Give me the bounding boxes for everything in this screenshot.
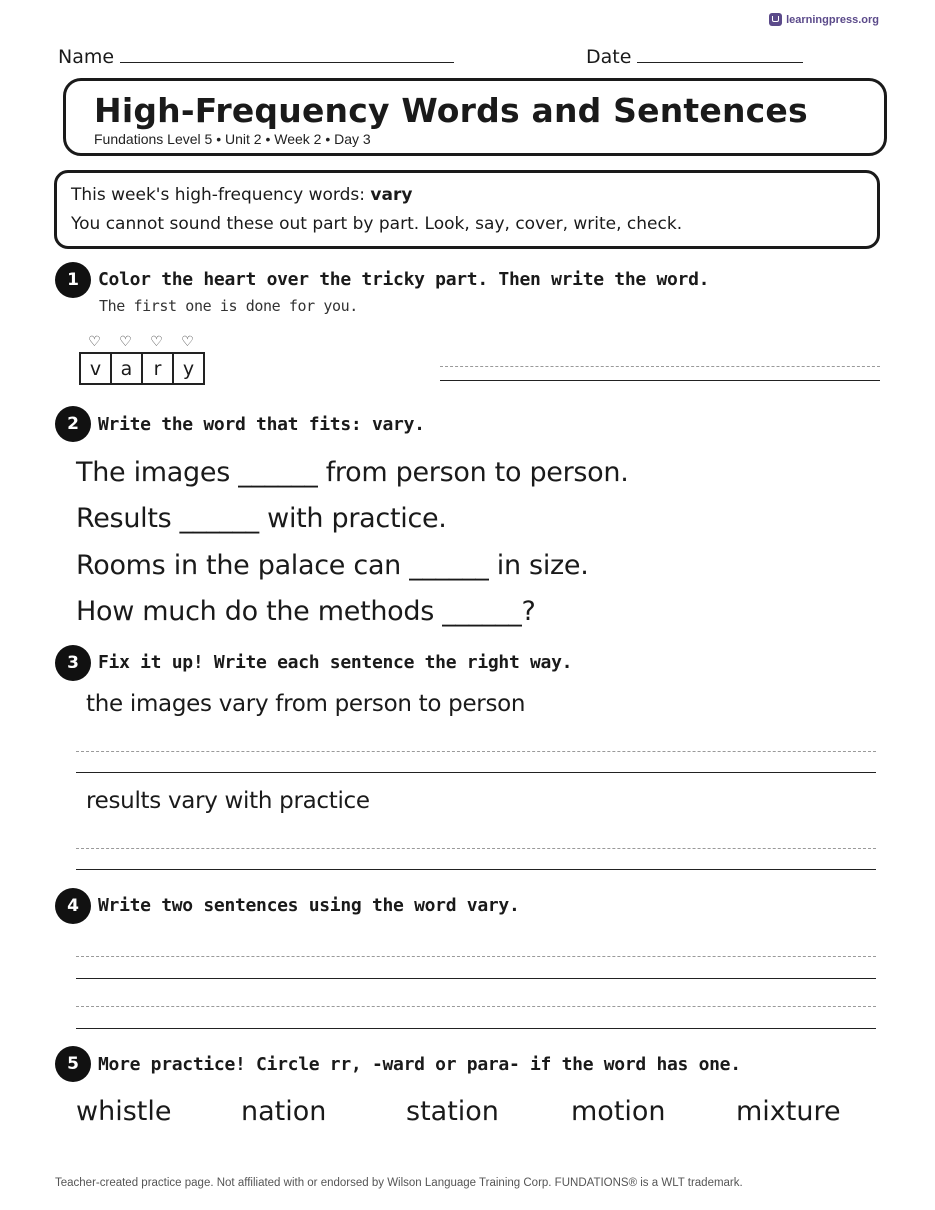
- fix-sentence: results vary with practice: [86, 788, 370, 814]
- date-line[interactable]: [637, 46, 803, 63]
- heart-outline-icon[interactable]: ♡: [181, 334, 194, 350]
- writing-guide-dashed: [76, 848, 876, 849]
- writing-guide-dashed: [76, 751, 876, 752]
- writing-guide-dashed: [76, 956, 876, 957]
- name-line[interactable]: [120, 46, 454, 63]
- fix-sentence: the images vary from person to person: [86, 691, 526, 717]
- heart-outline-icon[interactable]: ♡: [119, 334, 132, 350]
- date-label: Date: [586, 46, 632, 68]
- words-line: [71, 185, 412, 205]
- page-subtitle: Fundations Level 5 • Unit 2 • Week 2 • Day 3: [94, 131, 371, 147]
- hearts-row: [79, 335, 203, 349]
- practice-word[interactable]: motion: [571, 1096, 666, 1127]
- letter-box: v: [79, 352, 112, 385]
- brand-label: learningpress.org: [786, 13, 879, 26]
- letter-boxes: [79, 352, 205, 385]
- title-box: [63, 78, 887, 156]
- letter-box: y: [172, 352, 205, 385]
- fill-sentence: Results ______ with practice.: [76, 503, 447, 534]
- practice-word[interactable]: station: [406, 1096, 499, 1127]
- practice-word[interactable]: whistle: [76, 1096, 172, 1127]
- writing-line[interactable]: [76, 869, 876, 870]
- section-5-instruction: More practice! Circle rr, -ward or para- if the word has one.: [98, 1054, 741, 1075]
- writing-line[interactable]: [76, 772, 876, 773]
- info-box: [54, 170, 880, 249]
- section-3-instruction: Fix it up! Write each sentence the right way.: [98, 652, 573, 673]
- info-instruction: You cannot sound these out part by part. Look, say, cover, write, check.: [71, 214, 683, 234]
- name-field[interactable]: [58, 46, 454, 68]
- writing-guide-dashed: [76, 1006, 876, 1007]
- section-4-instruction: Write two sentences using the word vary.: [98, 895, 520, 916]
- letter-box: a: [110, 352, 143, 385]
- fill-sentence: The images ______ from person to person.: [76, 457, 629, 488]
- section-1-instruction: Color the heart over the tricky part. Then write the word.: [98, 269, 710, 290]
- fill-sentence: Rooms in the palace can ______ in size.: [76, 550, 589, 581]
- heart-outline-icon[interactable]: ♡: [88, 334, 101, 350]
- writing-line[interactable]: [76, 1028, 876, 1029]
- hf-word: vary: [370, 185, 413, 205]
- date-field[interactable]: [586, 46, 803, 68]
- section-2-number: 2: [55, 406, 91, 442]
- footer-disclaimer: Teacher-created practice page. Not affiliated with or endorsed by Wilson Language Training Corp. FUNDATIONS® is a WLT trademark.: [55, 1177, 743, 1189]
- letter-box: r: [141, 352, 174, 385]
- page-title: High-Frequency Words and Sentences: [94, 91, 808, 130]
- section-3-number: 3: [55, 645, 91, 681]
- section-1-number: 1: [55, 262, 91, 298]
- practice-word[interactable]: nation: [241, 1096, 327, 1127]
- practice-word[interactable]: mixture: [736, 1096, 841, 1127]
- section-5-number: 5: [55, 1046, 91, 1082]
- section-2-instruction: Write the word that fits: vary.: [98, 414, 425, 435]
- writing-line[interactable]: [76, 978, 876, 979]
- writing-line[interactable]: [440, 380, 880, 381]
- section-4-number: 4: [55, 888, 91, 924]
- writing-guide-dashed: [440, 366, 880, 367]
- heart-outline-icon[interactable]: ♡: [150, 334, 163, 350]
- words-prefix: This week's high-frequency words:: [71, 185, 371, 205]
- brand-link[interactable]: [769, 13, 879, 26]
- section-1-note: The first one is done for you.: [99, 297, 358, 315]
- fill-sentence: How much do the methods ______?: [76, 596, 536, 627]
- book-icon: [769, 13, 782, 26]
- name-label: Name: [58, 46, 115, 68]
